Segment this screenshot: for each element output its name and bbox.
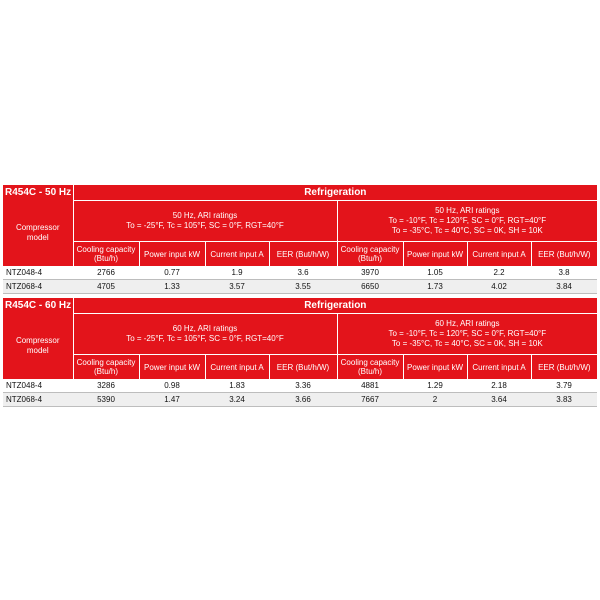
rating-line: To = -10°F, Tc = 120°F, SC = 0°F, RGT=40°F — [388, 329, 547, 338]
table-cell: 1.33 — [139, 280, 205, 294]
table-cell: 3.79 — [531, 379, 597, 393]
column-header-power-input: Power input kW — [139, 355, 205, 380]
table-row — [3, 280, 597, 294]
column-header-cooling-capacity: Cooling capacity (Btu/h) — [337, 355, 403, 380]
table-cell: 1.9 — [205, 266, 269, 280]
column-header-power-input: Power input kW — [139, 242, 205, 267]
table-cell: 3.36 — [269, 379, 337, 393]
column-header-current-input: Current input A — [467, 355, 531, 380]
table-cell: 5390 — [73, 393, 139, 407]
table-cell: 2 — [403, 393, 467, 407]
column-header-eer: EER (But/h/W) — [269, 355, 337, 380]
table-cell: 3.83 — [531, 393, 597, 407]
table-cell: 3970 — [337, 266, 403, 280]
table-cell: 3.66 — [269, 393, 337, 407]
table-cell: 0.77 — [139, 266, 205, 280]
column-header-cooling-capacity: Cooling capacity (Btu/h) — [73, 355, 139, 380]
column-header-power-input: Power input kW — [403, 355, 467, 380]
column-header-current-input: Current input A — [467, 242, 531, 267]
rating-conditions-left — [73, 314, 337, 355]
table-cell: 0.98 — [139, 379, 205, 393]
model-cell: NTZ048-4 — [3, 266, 73, 280]
column-header-cooling-capacity: Cooling capacity (Btu/h) — [73, 242, 139, 267]
rating-line: To = -35°C, Tc = 40°C, SC = 0K, SH = 10K — [391, 339, 543, 348]
rating-line: 50 Hz, ARI ratings — [435, 206, 500, 215]
group-title: Refrigeration — [73, 298, 597, 314]
table-row — [3, 393, 597, 407]
table-cell: 7667 — [337, 393, 403, 407]
rating-conditions-right — [337, 314, 597, 355]
rating-line: To = -25°F, Tc = 105°F, SC = 0°F, RGT=40°F — [126, 334, 284, 343]
table-cell: 4881 — [337, 379, 403, 393]
table-row — [3, 266, 597, 280]
table-cell: 1.05 — [403, 266, 467, 280]
r454c-60hz-table — [3, 298, 597, 407]
table-cell: 3.64 — [467, 393, 531, 407]
column-header-cooling-capacity: Cooling capacity (Btu/h) — [337, 242, 403, 267]
table-cell: 3286 — [73, 379, 139, 393]
table-cell: 1.73 — [403, 280, 467, 294]
model-column-header: Compressor model — [3, 314, 73, 380]
table-cell: 3.24 — [205, 393, 269, 407]
model-cell: NTZ068-4 — [3, 393, 73, 407]
table-cell: 3.57 — [205, 280, 269, 294]
table-row — [3, 379, 597, 393]
table-cell: 2766 — [73, 266, 139, 280]
rating-line: To = -35°C, Tc = 40°C, SC = 0K, SH = 10K — [391, 226, 543, 235]
table-cell: 3.8 — [531, 266, 597, 280]
section-title: R454C - 60 Hz — [3, 298, 73, 314]
table-cell: 4.02 — [467, 280, 531, 294]
rating-line: 60 Hz, ARI ratings — [435, 319, 500, 328]
table-cell: 1.29 — [403, 379, 467, 393]
column-header-eer: EER (But/h/W) — [269, 242, 337, 267]
table-cell: 1.83 — [205, 379, 269, 393]
model-cell: NTZ068-4 — [3, 280, 73, 294]
table-cell: 3.6 — [269, 266, 337, 280]
rating-line: To = -10°F, Tc = 120°F, SC = 0°F, RGT=40°F — [388, 216, 547, 225]
column-header-current-input: Current input A — [205, 242, 269, 267]
group-title: Refrigeration — [73, 185, 597, 201]
table-cell: 3.55 — [269, 280, 337, 294]
table-cell: 2.18 — [467, 379, 531, 393]
table-cell: 6650 — [337, 280, 403, 294]
model-cell: NTZ048-4 — [3, 379, 73, 393]
column-header-current-input: Current input A — [205, 355, 269, 380]
r454c-50hz-table — [3, 185, 597, 294]
model-column-header: Compressor model — [3, 201, 73, 267]
rating-line: 60 Hz, ARI ratings — [172, 324, 238, 333]
table-cell: 1.47 — [139, 393, 205, 407]
column-header-eer: EER (But/h/W) — [531, 242, 597, 267]
table-cell: 3.84 — [531, 280, 597, 294]
rating-conditions-right — [337, 201, 597, 242]
rating-line: To = -25°F, Tc = 105°F, SC = 0°F, RGT=40°F — [126, 221, 284, 230]
column-header-power-input: Power input kW — [403, 242, 467, 267]
column-header-eer: EER (But/h/W) — [531, 355, 597, 380]
table-cell: 2.2 — [467, 266, 531, 280]
rating-conditions-left — [73, 201, 337, 242]
section-title: R454C - 50 Hz — [3, 185, 73, 201]
table-cell: 4705 — [73, 280, 139, 294]
rating-line: 50 Hz, ARI ratings — [172, 211, 238, 220]
